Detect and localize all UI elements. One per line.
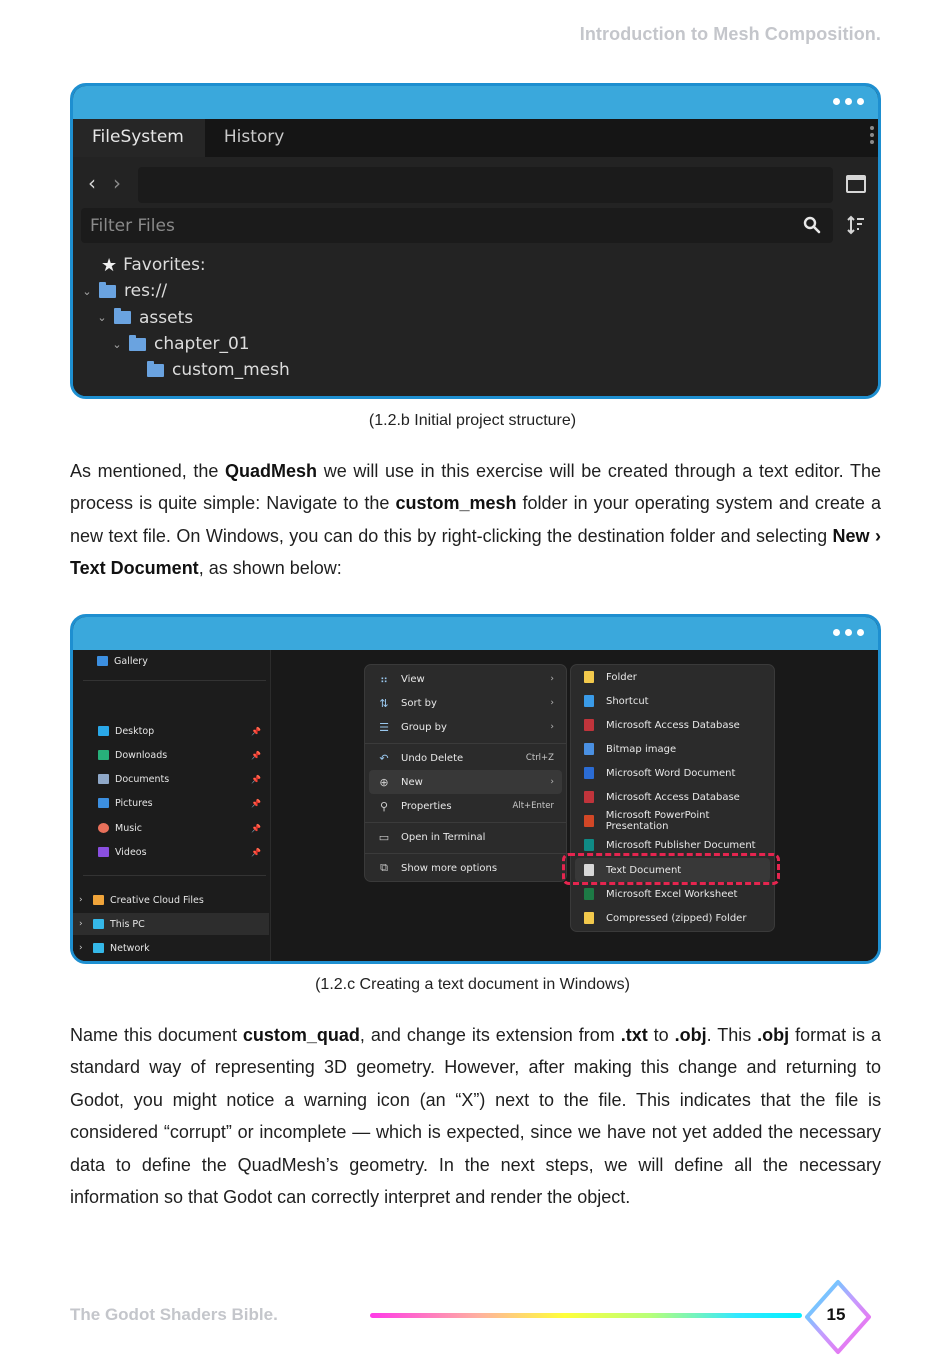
chevron-right-icon: › bbox=[550, 698, 554, 708]
figure-windows-context-menu bbox=[70, 614, 881, 964]
chevron-right-icon: › bbox=[550, 722, 554, 732]
music-icon bbox=[98, 823, 109, 833]
sidebar-item-label: Documents bbox=[115, 773, 170, 785]
tree-item-label: res:// bbox=[124, 281, 168, 302]
gallery-icon bbox=[97, 656, 108, 666]
folder-icon bbox=[147, 364, 164, 377]
filter-files-box bbox=[81, 208, 833, 243]
plus-circle-icon: ⊕ bbox=[379, 775, 389, 789]
desktop-icon bbox=[98, 726, 109, 736]
split-layout-icon[interactable] bbox=[846, 175, 866, 193]
text: Name this document bbox=[70, 1025, 243, 1045]
pin-icon[interactable]: 📌 bbox=[251, 750, 261, 760]
sidebar-item-documents[interactable] bbox=[73, 768, 269, 790]
computer-icon bbox=[93, 919, 104, 929]
folder-icon bbox=[584, 671, 594, 683]
sidebar-item-creative-cloud[interactable] bbox=[73, 889, 269, 911]
text: , and change its extension from bbox=[359, 1025, 621, 1045]
text: . This bbox=[706, 1025, 758, 1045]
sidebar-item-downloads[interactable] bbox=[73, 744, 269, 766]
figure-caption: (1.2.c Creating a text document in Windows) bbox=[315, 976, 630, 993]
tree-item-label: custom_mesh bbox=[172, 360, 290, 381]
sidebar-item-gallery[interactable] bbox=[73, 650, 269, 672]
chevron-down-icon[interactable]: ⌄ bbox=[82, 284, 92, 298]
access-icon bbox=[584, 719, 594, 731]
wrench-icon: ⚲ bbox=[379, 799, 389, 813]
menu-item-label: Folder bbox=[606, 671, 637, 683]
more-options-icon: ⧉ bbox=[380, 861, 388, 874]
sort-icon: ⇅ bbox=[379, 696, 389, 710]
zip-folder-icon bbox=[584, 912, 594, 924]
shortcut-label: Alt+Enter bbox=[512, 801, 554, 811]
footer-book-title: The Godot Shaders Bible. bbox=[70, 1305, 278, 1324]
kebab-menu-icon[interactable] bbox=[870, 126, 874, 144]
menu-item-sort-by[interactable] bbox=[369, 691, 562, 715]
documents-icon bbox=[98, 774, 109, 784]
search-icon[interactable] bbox=[803, 216, 821, 234]
terminal-icon: ▭ bbox=[378, 830, 390, 844]
menu-item-label: Show more options bbox=[401, 862, 498, 874]
sidebar-item-this-pc[interactable] bbox=[73, 913, 269, 935]
menu-item-new[interactable] bbox=[369, 770, 562, 794]
menu-item-label: Microsoft Access Database bbox=[606, 791, 740, 803]
tree-item-label: chapter_01 bbox=[154, 334, 250, 355]
menu-separator bbox=[365, 853, 566, 854]
pin-icon[interactable]: 📌 bbox=[251, 823, 261, 833]
menu-item-label: Microsoft PowerPoint Presentation bbox=[605, 810, 710, 832]
tree-item-label: Favorites: bbox=[123, 255, 206, 276]
pin-icon[interactable]: 📌 bbox=[251, 847, 261, 857]
chevron-right-icon: › bbox=[550, 777, 554, 787]
menu-item-label: Microsoft Access Database bbox=[606, 719, 740, 731]
explorer-window bbox=[73, 650, 878, 961]
menu-item-properties[interactable] bbox=[369, 794, 562, 818]
menu-item-label: Properties bbox=[401, 800, 452, 812]
star-icon: ★ bbox=[101, 254, 118, 276]
tree-item-chapter-01[interactable] bbox=[73, 331, 878, 357]
menu-item-open-in-terminal[interactable] bbox=[369, 825, 562, 849]
menu-item-label: Bitmap image bbox=[606, 743, 677, 755]
chevron-right-icon[interactable]: › bbox=[79, 895, 83, 905]
bitmap-icon bbox=[584, 743, 594, 755]
download-icon bbox=[98, 750, 109, 760]
text: As mentioned, the bbox=[70, 461, 226, 481]
tree-item-assets[interactable] bbox=[73, 305, 878, 331]
text: to bbox=[647, 1025, 675, 1045]
explorer-sidebar bbox=[73, 650, 271, 961]
folder-icon bbox=[99, 285, 116, 298]
submenu-item-access-database-2[interactable] bbox=[575, 785, 770, 809]
sidebar-item-label: Pictures bbox=[115, 797, 153, 809]
tree-item-res[interactable] bbox=[73, 278, 878, 304]
text: format is a standard way of representing 3D geometry. However, after making this change and returning to Godot, you might notice a warning icon (an “X”) next to the file. This indicates that the file is considered “corrupt” or incomplete — which is expected, since we have not yet added the necessary data to define the QuadMesh’s geometry. In the next steps, we will define all the necessary information so that Godot can correctly interpret and render the object. bbox=[70, 1025, 881, 1208]
menu-separator bbox=[365, 822, 566, 823]
sidebar-item-label: Downloads bbox=[115, 749, 168, 761]
highlight-annotation bbox=[562, 853, 780, 885]
folder-icon bbox=[114, 311, 131, 324]
shortcut-label: Ctrl+Z bbox=[525, 753, 554, 763]
menu-item-label: Compressed (zipped) Folder bbox=[606, 912, 747, 924]
bold-term: .obj bbox=[757, 1025, 790, 1045]
footer-gradient-line bbox=[370, 1313, 802, 1318]
tree-item-favorites[interactable] bbox=[73, 252, 878, 278]
text: we will use in this exercise will be created through a text editor. The process is quite simple: Navigate to the bbox=[70, 461, 881, 514]
pin-icon[interactable]: 📌 bbox=[251, 774, 261, 784]
page-number: 15 bbox=[826, 1305, 846, 1324]
network-icon bbox=[93, 943, 104, 953]
videos-icon bbox=[98, 847, 109, 857]
menu-item-label: Microsoft Word Document bbox=[606, 767, 736, 779]
sidebar-item-label: Gallery bbox=[114, 655, 148, 667]
context-menu bbox=[364, 664, 567, 882]
filesystem-dock bbox=[73, 119, 878, 396]
submenu-item-bitmap-image[interactable] bbox=[575, 737, 770, 761]
tab-filesystem[interactable]: FileSystem bbox=[73, 119, 205, 157]
view-icon: ⠶ bbox=[379, 672, 389, 686]
menu-item-label: View bbox=[401, 673, 425, 685]
sidebar-item-desktop[interactable] bbox=[73, 720, 269, 742]
path-field[interactable] bbox=[138, 167, 833, 203]
submenu-item-word-document[interactable] bbox=[575, 761, 770, 785]
chevron-right-icon: › bbox=[550, 674, 554, 684]
word-icon bbox=[584, 767, 594, 779]
filter-files-input[interactable] bbox=[81, 208, 833, 243]
sidebar-item-label: Desktop bbox=[115, 725, 155, 737]
menu-item-show-more-options[interactable] bbox=[369, 856, 562, 880]
submenu-item-shortcut[interactable] bbox=[575, 689, 770, 713]
pin-icon[interactable]: 📌 bbox=[251, 798, 261, 808]
bold-term: custom_quad bbox=[242, 1025, 360, 1045]
undo-icon: ↶ bbox=[379, 751, 389, 765]
sidebar-item-label: Network bbox=[110, 942, 150, 954]
text: folder in your operating system and create a new text file. On Windows, you can do this by right-clicking the destination folder and selecting bbox=[70, 493, 881, 546]
menu-item-label: Group by bbox=[401, 721, 447, 733]
sidebar-item-label: Videos bbox=[115, 846, 147, 858]
sidebar-item-label: Creative Cloud Files bbox=[110, 894, 204, 906]
folder-icon bbox=[129, 338, 146, 351]
running-header: Introduction to Mesh Composition. bbox=[579, 24, 881, 44]
sidebar-item-pictures[interactable] bbox=[73, 792, 269, 814]
frame-title-bar bbox=[73, 86, 878, 119]
submenu-item-zipped-folder[interactable] bbox=[575, 906, 770, 930]
creative-cloud-icon bbox=[93, 895, 104, 905]
bold-term: custom_mesh bbox=[395, 493, 517, 514]
sidebar-item-music[interactable] bbox=[73, 817, 269, 839]
tree-item-custom-mesh[interactable] bbox=[73, 357, 878, 383]
bold-term: New › Text Document bbox=[70, 525, 881, 579]
figure-caption: (1.2.b Initial project structure) bbox=[368, 412, 577, 429]
dock-tabs bbox=[73, 119, 878, 157]
sidebar-item-label: Music bbox=[115, 822, 143, 834]
excel-icon bbox=[584, 888, 594, 900]
menu-item-label: Text Document bbox=[606, 864, 682, 876]
menu-item-group-by[interactable] bbox=[369, 715, 562, 739]
sidebar-item-label: This PC bbox=[110, 918, 145, 930]
new-submenu bbox=[570, 664, 775, 932]
submenu-item-powerpoint[interactable] bbox=[575, 809, 770, 833]
frame-title-bar bbox=[73, 617, 878, 650]
submenu-item-folder[interactable] bbox=[575, 665, 770, 689]
window-dots-icon bbox=[833, 629, 864, 636]
divider bbox=[83, 680, 266, 681]
menu-item-label: Microsoft Excel Worksheet bbox=[606, 888, 738, 900]
file-tree bbox=[73, 252, 878, 383]
body-paragraph bbox=[70, 455, 881, 585]
menu-item-label: New bbox=[401, 776, 423, 788]
menu-item-label: Open in Terminal bbox=[401, 831, 486, 843]
chevron-right-icon[interactable]: › bbox=[79, 943, 83, 953]
access-icon bbox=[584, 791, 594, 803]
sidebar-item-videos[interactable] bbox=[73, 841, 269, 863]
bold-term: .txt bbox=[620, 1025, 648, 1045]
chevron-right-icon[interactable]: › bbox=[79, 919, 83, 929]
chevron-down-icon[interactable]: ⌄ bbox=[97, 311, 107, 325]
publisher-icon bbox=[584, 839, 594, 851]
powerpoint-icon bbox=[584, 815, 594, 827]
forward-arrow-icon[interactable]: › bbox=[113, 171, 121, 195]
menu-item-label: Microsoft Publisher Document bbox=[606, 839, 756, 851]
submenu-item-access-database[interactable] bbox=[575, 713, 770, 737]
figure-godot-filesystem bbox=[70, 83, 881, 399]
pictures-icon bbox=[98, 798, 109, 808]
submenu-item-excel[interactable] bbox=[575, 882, 770, 906]
menu-item-label: Shortcut bbox=[606, 695, 649, 707]
divider bbox=[83, 875, 266, 876]
path-bar bbox=[83, 167, 868, 203]
menu-item-label: Sort by bbox=[401, 697, 437, 709]
group-icon: ☰ bbox=[379, 720, 389, 734]
bold-term: .obj bbox=[674, 1025, 707, 1045]
menu-item-undo-delete[interactable] bbox=[369, 746, 562, 770]
tree-item-label: assets bbox=[139, 307, 194, 328]
text: , as shown below: bbox=[198, 558, 342, 579]
bold-term: QuadMesh bbox=[225, 461, 318, 481]
menu-item-label: Undo Delete bbox=[401, 752, 464, 764]
sort-icon[interactable] bbox=[846, 215, 866, 235]
body-paragraph bbox=[70, 1019, 881, 1213]
pin-icon[interactable]: 📌 bbox=[251, 726, 261, 736]
shortcut-icon bbox=[584, 695, 594, 707]
window-dots-icon bbox=[833, 98, 864, 105]
menu-item-view[interactable] bbox=[369, 667, 562, 691]
tab-history[interactable]: History bbox=[223, 127, 285, 147]
back-arrow-icon[interactable]: ‹ bbox=[88, 171, 96, 195]
menu-separator bbox=[365, 743, 566, 744]
sidebar-item-network[interactable] bbox=[73, 937, 269, 959]
chevron-down-icon[interactable]: ⌄ bbox=[112, 337, 122, 351]
